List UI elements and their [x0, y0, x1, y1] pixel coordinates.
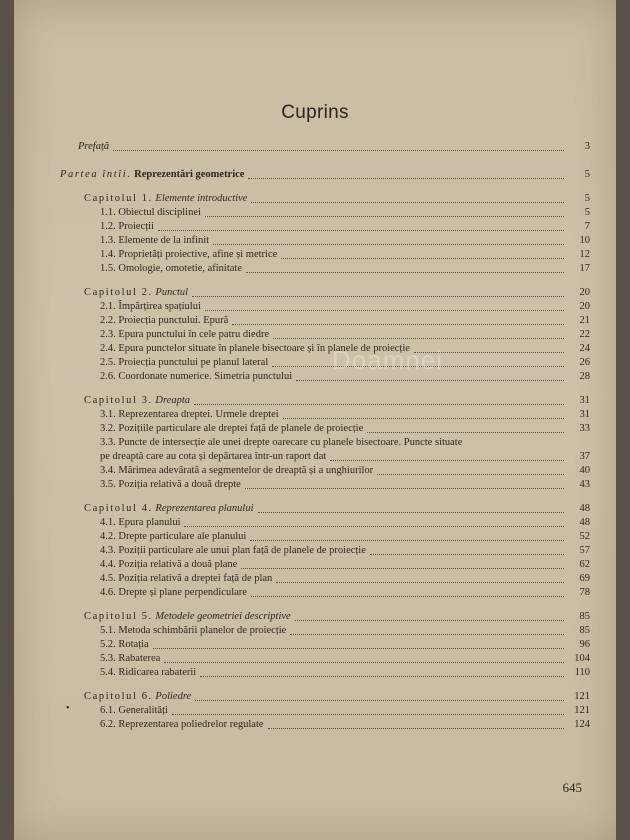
toc-entry — [60, 422, 590, 436]
toc-page-number: 57 — [579, 545, 590, 556]
dot-leader — [367, 432, 564, 433]
toc-entry-label: 2.5. Proiecția punctului pe planul lateral — [100, 357, 269, 368]
toc-page-number: 43 — [579, 479, 590, 490]
toc-entry-label: 2.4. Epura punctelor situate în planele bisectoare și în planele de proiecție — [100, 343, 410, 354]
toc-page-number: 85 — [579, 611, 590, 622]
dot-leader — [283, 418, 564, 419]
toc-page-number: 37 — [579, 451, 590, 462]
toc-chapter — [60, 286, 590, 300]
toc-heading-title: Punctul — [155, 287, 189, 298]
toc-entry — [60, 314, 590, 328]
toc-entry-label: 4.5. Poziția relativă a dreptei față de plan — [100, 573, 273, 584]
toc-entry-label: 1.1. Obiectul disciplinei — [100, 207, 201, 218]
toc-entry-label — [84, 286, 188, 300]
dot-leader — [192, 296, 564, 297]
toc-page-number: 5 — [584, 207, 590, 218]
margin-mark: • — [66, 703, 70, 714]
dot-leader — [377, 474, 564, 475]
dot-leader — [200, 676, 564, 677]
toc-page-number: 3 — [584, 141, 590, 152]
toc-page-number: 69 — [579, 573, 590, 584]
toc-page-number: 10 — [579, 235, 590, 246]
toc-entry-label: 4.2. Drepte particulare ale planului — [100, 531, 247, 542]
toc-heading-title: Poliedre — [155, 691, 192, 702]
toc-heading-prefix: Capitolul 1. — [84, 193, 153, 204]
toc-entry-label — [60, 168, 244, 182]
dot-leader — [205, 216, 564, 217]
toc-page-number: 78 — [579, 587, 590, 598]
toc-entry — [60, 544, 590, 558]
dot-leader — [370, 554, 564, 555]
toc-entry-label: 5.3. Rabaterea — [100, 653, 161, 664]
toc-entry — [60, 206, 590, 220]
dot-leader — [164, 662, 564, 663]
toc-heading-title: Reprezentări geometrice — [134, 169, 245, 180]
toc-heading-title: Elemente introductive — [155, 193, 248, 204]
book-page — [14, 0, 616, 840]
toc-entry — [60, 234, 590, 248]
toc-entry-label: 1.2. Proiecții — [100, 221, 154, 232]
watermark: Doamnei — [332, 345, 444, 375]
toc-page-number: 17 — [579, 263, 590, 274]
toc-page-number: 110 — [574, 667, 590, 678]
toc-entry — [60, 464, 590, 478]
dot-leader — [205, 310, 564, 311]
toc-entry — [60, 666, 590, 680]
toc-entry-label — [84, 394, 190, 408]
toc-page-number: 20 — [579, 287, 590, 298]
toc-page-number: 7 — [584, 221, 590, 232]
toc-entry — [60, 530, 590, 544]
toc-page-number: 52 — [579, 531, 590, 542]
toc-entry — [60, 652, 590, 666]
toc-heading-prefix: Capitolul 6. — [84, 691, 153, 702]
toc-entry — [60, 558, 590, 572]
toc-entry — [60, 516, 590, 530]
dot-leader — [158, 230, 564, 231]
toc-page-number: 33 — [579, 423, 590, 434]
toc-entry-label: 4.6. Drepte și plane perpendiculare — [100, 587, 247, 598]
dot-leader — [296, 380, 564, 381]
toc-chapter — [60, 690, 590, 704]
toc-entry-label: 4.1. Epura planului — [100, 517, 181, 528]
toc-entry — [60, 220, 590, 234]
toc-entry — [60, 300, 590, 314]
toc-page-number: 40 — [579, 465, 590, 476]
toc-entry — [60, 478, 590, 492]
dot-leader — [251, 596, 564, 597]
toc-heading-title: Metodele geometriei descriptive — [155, 611, 291, 622]
toc-heading-prefix: Capitolul 2. — [84, 287, 153, 298]
toc-entry — [60, 436, 590, 450]
toc-page-number: 104 — [574, 653, 590, 664]
toc-entry-label: 2.6. Coordonate numerice. Simetria punctului — [100, 371, 293, 382]
toc-entry-label: 3.2. Pozițiile particulare ale dreptei față de planele de proiecție — [100, 423, 364, 434]
toc-entry-label: 3.4. Mărimea adevărată a segmentelor de dreaptă și a unghiurilor — [100, 465, 374, 476]
toc-entry-label: 4.3. Poziții particulare ale unui plan față de planele de proiecție — [100, 545, 366, 556]
dot-leader — [184, 526, 564, 527]
toc-entry-label: 2.1. Împărțirea spațiului — [100, 301, 201, 312]
toc-page-number: 121 — [574, 705, 590, 716]
toc-chapter — [60, 192, 590, 206]
toc-entry-label — [84, 192, 247, 206]
toc-heading-title: Dreapta — [155, 395, 191, 406]
dot-leader — [248, 178, 564, 179]
toc-part — [60, 168, 590, 182]
toc-entry-label: Prefață — [78, 141, 110, 152]
dot-leader — [246, 272, 564, 273]
toc-entry-label: 2.2. Proiecția punctului. Epură — [100, 315, 229, 326]
toc-page-number: 20 — [579, 301, 590, 312]
dot-leader — [250, 540, 564, 541]
toc-entry-label: 5.1. Metoda schimbării planelor de proiecție — [100, 625, 287, 636]
toc-page-number: 96 — [579, 639, 590, 650]
toc-chapter — [60, 502, 590, 516]
toc-entry-label — [84, 610, 291, 624]
dot-leader — [268, 728, 564, 729]
toc-entry-label: 6.2. Reprezentarea poliedrelor regulate — [100, 719, 264, 730]
dot-leader — [276, 582, 564, 583]
toc-page-number: 21 — [579, 315, 590, 326]
toc-page-number: 31 — [579, 395, 590, 406]
toc-page-number: 124 — [574, 719, 590, 730]
toc-entry — [60, 262, 590, 276]
toc-entry-label: 3.1. Reprezentarea dreptei. Urmele dreptei — [100, 409, 279, 420]
toc-heading-title: Reprezentarea planului — [155, 503, 254, 514]
toc-page-number: 24 — [579, 343, 590, 354]
page-number: 645 — [562, 780, 582, 795]
page-title: Cuprins — [281, 102, 349, 123]
toc-heading-prefix: Capitolul 3. — [84, 395, 153, 406]
dot-leader — [195, 700, 564, 701]
toc-entry — [60, 624, 590, 638]
toc-entry-label: 1.5. Omologie, omotetie, afinitate — [100, 263, 243, 274]
table-of-contents — [60, 140, 590, 732]
toc-page-number: 31 — [579, 409, 590, 420]
toc-entry-label: 5.2. Rotația — [100, 639, 149, 650]
dot-leader — [330, 460, 564, 461]
toc-page-number: 12 — [579, 249, 590, 260]
toc-page-number: 85 — [579, 625, 590, 636]
toc-entry-label: 5.4. Ridicarea rabaterii — [100, 667, 197, 678]
dot-leader — [232, 324, 564, 325]
dot-leader — [194, 404, 564, 405]
toc-page-number: 62 — [579, 559, 590, 570]
toc-page-number: 48 — [579, 503, 590, 514]
dot-leader — [153, 648, 564, 649]
toc-preface — [60, 140, 590, 154]
toc-entry — [60, 342, 590, 356]
toc-entry-label: 6.1. Generalități — [100, 705, 168, 716]
dot-leader — [213, 244, 564, 245]
toc-entry-label: 1.3. Elemente de la infinit — [100, 235, 210, 246]
toc-page-number: 48 — [579, 517, 590, 528]
toc-entry — [60, 370, 590, 384]
toc-entry-label: 3.5. Poziția relativă a două drepte — [100, 479, 241, 490]
dot-leader — [241, 568, 564, 569]
toc-page-number: 22 — [579, 329, 590, 340]
toc-entry — [60, 586, 590, 600]
dot-leader — [251, 202, 564, 203]
dot-leader — [281, 258, 564, 259]
toc-entry — [60, 572, 590, 586]
toc-chapter — [60, 610, 590, 624]
toc-page-number: 26 — [579, 357, 590, 368]
toc-heading-prefix: Partea întîi. — [60, 169, 132, 180]
toc-entry-label: 4.4. Poziția relativă a două plane — [100, 559, 238, 570]
dot-leader — [258, 512, 564, 513]
toc-entry-label: 2.3. Epura punctului în cele patru diedre — [100, 329, 270, 340]
dot-leader — [172, 714, 564, 715]
toc-entry-label: 3.3. Puncte de intersecție ale unei drepte oarecare cu planele bisectoare. Puncte situate — [100, 437, 463, 448]
toc-entry — [60, 408, 590, 422]
dot-leader — [295, 620, 564, 621]
dot-leader — [245, 488, 564, 489]
dot-leader — [113, 150, 564, 151]
toc-entry — [60, 356, 590, 370]
toc-entry-label: 1.4. Proprietăți proiective, afine și metrice — [100, 249, 278, 260]
toc-entry — [60, 328, 590, 342]
toc-page-number: 28 — [579, 371, 590, 382]
dot-leader — [290, 634, 564, 635]
toc-page-number: 5 — [584, 169, 590, 180]
toc-heading-prefix: Capitolul 4. — [84, 503, 153, 514]
toc-page-number: 121 — [574, 691, 590, 702]
toc-entry-continuation — [60, 450, 590, 464]
toc-chapter — [60, 394, 590, 408]
toc-entry — [60, 248, 590, 262]
toc-entry — [60, 638, 590, 652]
toc-page-number: 5 — [584, 193, 590, 204]
toc-entry — [60, 704, 590, 718]
toc-entry-label — [84, 502, 254, 516]
toc-heading-prefix: Capitolul 5. — [84, 611, 153, 622]
dot-leader — [273, 338, 564, 339]
toc-entry-label — [84, 690, 191, 704]
toc-entry — [60, 718, 590, 732]
toc-entry-label: pe dreaptă care au cota și depărtarea într-un raport dat — [100, 451, 327, 462]
